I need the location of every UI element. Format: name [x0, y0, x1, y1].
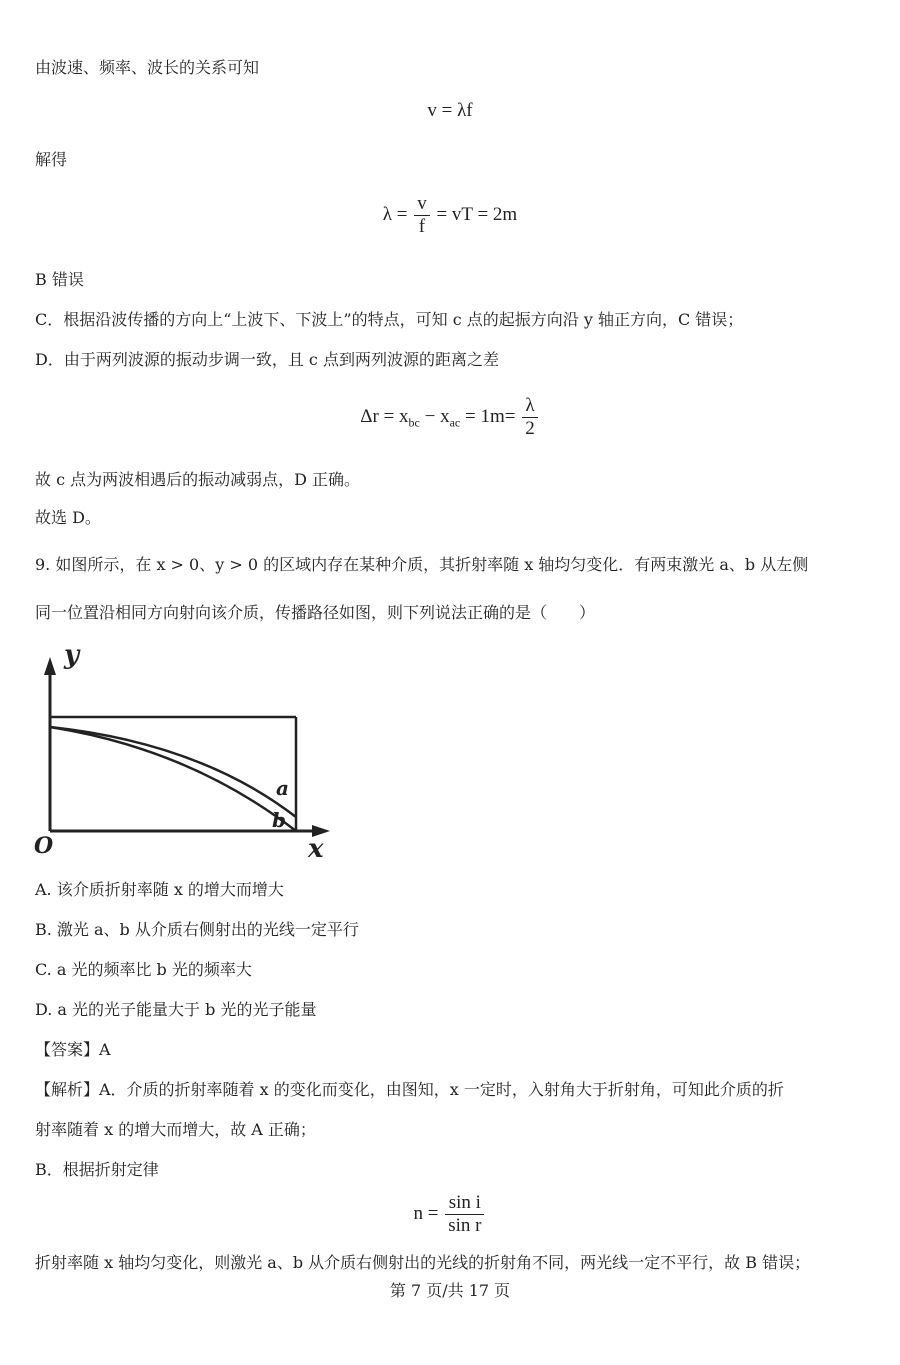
x-axis-label: x	[308, 834, 324, 864]
page-footer: 第 7 页/共 17 页	[389, 1281, 511, 1300]
equation-subscript: bc	[408, 415, 420, 430]
b-wrong-text: B 错误	[35, 270, 84, 289]
question-line-1: 9. 如图所示，在 x > 0、y > 0 的区域内存在某种介质，其折射率随 x 轴均匀变化．有两束激光 a、b 从左侧	[35, 555, 809, 574]
equation-wave-speed	[0, 100, 900, 122]
equation-left: λ =	[382, 203, 408, 225]
option-a: A. 该介质折射率随 x 的增大而增大	[35, 880, 284, 899]
intro-text: 由波速、频率、波长的关系可知	[35, 58, 260, 77]
equation-left: n =	[413, 1202, 439, 1224]
analysis-line-4: 折射率随 x 轴均匀变化，则激光 a、b 从介质右侧射出的光线的折射角不同，两光线一定不平行，故 B 错误；	[35, 1253, 811, 1272]
solve-text: 解得	[35, 150, 68, 169]
answer-line: 【答案】A	[35, 1040, 111, 1059]
equation-path-difference	[0, 395, 900, 440]
option-c: C. a 光的频率比 b 光的频率大	[35, 960, 252, 979]
equation-text: v = λf	[427, 100, 473, 121]
equation-right: = vT = 2m	[436, 203, 518, 225]
choose-text: 故选 D。	[35, 508, 101, 527]
fraction-denominator: f	[418, 216, 426, 237]
y-axis-arrow	[44, 657, 56, 675]
analysis-line-2: 射率随着 x 的增大而增大，故 A 正确；	[35, 1120, 316, 1139]
option-d-explanation: D．由于两列波源的振动步调一致，且 c 点到两列波源的距离之差	[35, 350, 499, 369]
path-a-label: a	[276, 776, 289, 800]
fraction-numerator: v	[414, 193, 430, 216]
d-conclusion-text: 故 c 点为两波相遇后的振动减弱点，D 正确。	[35, 470, 361, 489]
fraction-denominator: 2	[525, 418, 535, 439]
equation-subscript: ac	[449, 415, 461, 430]
fraction	[522, 395, 538, 440]
fraction	[445, 1192, 484, 1237]
figure-light-paths	[20, 635, 350, 865]
fraction	[414, 193, 430, 238]
equation-right: = 1m=	[460, 405, 516, 427]
path-b-label: b	[272, 808, 286, 832]
origin-label: O	[34, 833, 54, 859]
light-path-b	[50, 727, 296, 831]
analysis-line-1: 【解析】A．介质的折射率随着 x 的变化而变化，由图知，x 一定时，入射角大于折射角，可知此介质的折	[35, 1080, 784, 1099]
option-b: B. 激光 a、b 从介质右侧射出的光线一定平行	[35, 920, 359, 939]
y-axis-label: y	[64, 640, 80, 670]
analysis-line-3: B．根据折射定律	[35, 1160, 159, 1179]
equation-wavelength	[0, 193, 900, 238]
fraction-denominator: sin r	[448, 1215, 482, 1236]
fraction-numerator: λ	[522, 395, 538, 418]
equation-mid: − x	[419, 405, 450, 427]
fraction-numerator: sin i	[445, 1192, 484, 1215]
equation-refraction-law	[0, 1192, 900, 1237]
equation-left: Δr = x	[360, 405, 409, 427]
option-c-explanation: C．根据沿波传播的方向上“上波下、下波上”的特点，可知 c 点的起振方向沿 y 轴正方向，C 错误；	[35, 310, 744, 329]
option-d: D. a 光的光子能量大于 b 光的光子能量	[35, 1000, 317, 1019]
question-line-2: 同一位置沿相同方向射向该介质，传播路径如图，则下列说法正确的是（ ）	[35, 603, 596, 622]
